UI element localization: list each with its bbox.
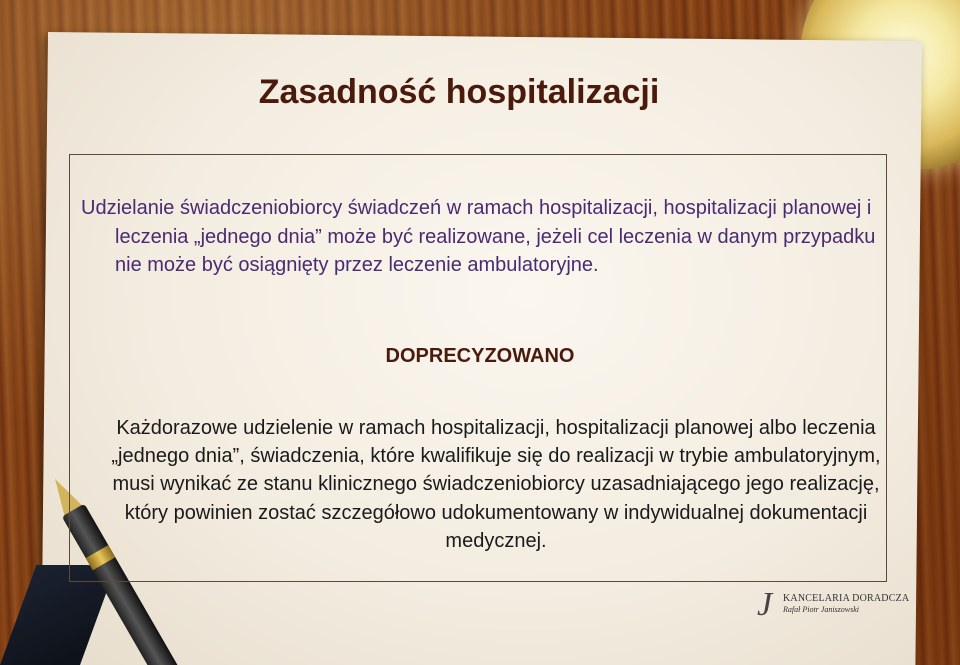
intro-paragraph: Udzielanie świadczeniobiorcy świadczeń w ramach hospitalizacji, hospitalizacji planowej i leczenia „jednego dnia” może być realizowane, jeżeli cel leczenia w danym przypadku nie może być osiągnięty przez leczenie ambulatoryjne. bbox=[81, 197, 876, 276]
logo-mark-icon: J bbox=[757, 586, 773, 623]
detail-paragraph: Każdorazowe udzielenie w ramach hospitalizacji, hospitalizacji planowej albo leczenia „jednego dnia”, świadczenia, które kwalifikuje się do realizacji w trybie ambulatoryjnym, musi wynikać ze stanu klinicznego świadczeniobiorcy uzasadniającego jego realizację, który powinien zostać szczegółowo udokumentowany w indywidualnej dokumentacji medycznej. bbox=[111, 417, 881, 552]
company-logo bbox=[757, 586, 910, 623]
section-subheading: DOPRECYZOWANO bbox=[385, 345, 575, 367]
slide-title: Zasadność hospitalizacji bbox=[258, 73, 660, 111]
logo-person-name: Rafał Piotr Janiszowski bbox=[783, 605, 859, 614]
logo-company-name: KANCELARIA DORADCZA bbox=[783, 593, 910, 604]
